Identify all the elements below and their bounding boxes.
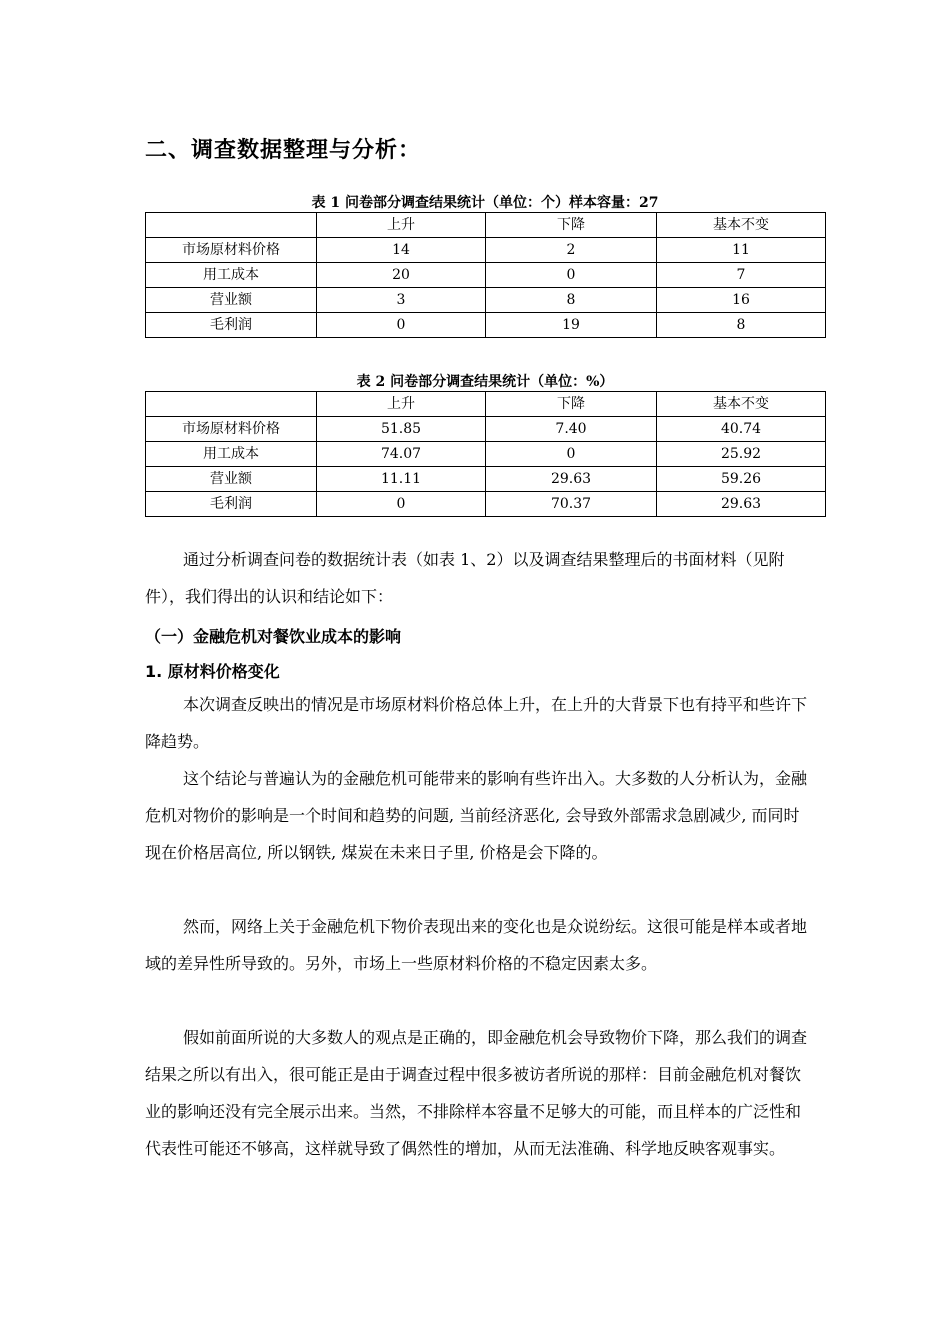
- table-header-cell: 下降: [486, 213, 657, 238]
- table-header-cell: [146, 213, 317, 238]
- table-cell: 用工成本: [146, 263, 317, 288]
- table-header-row: [146, 392, 826, 417]
- table-row: [146, 442, 826, 467]
- table-cell: 29.63: [486, 467, 657, 492]
- table-cell: 0: [317, 313, 486, 338]
- table-cell: 市场原材料价格: [146, 417, 317, 442]
- table-cell: 11.11: [317, 467, 486, 492]
- paragraph: 本次调查反映出的情况是市场原材料价格总体上升，在上升的大背景下也有持平和些许下降趋势。: [145, 695, 808, 751]
- table-header-cell: 基本不变: [657, 392, 826, 417]
- table-header-cell: 上升: [317, 213, 486, 238]
- table-cell: 29.63: [657, 492, 826, 517]
- table-cell: 74.07: [317, 442, 486, 467]
- table-cell: 0: [317, 492, 486, 517]
- paragraph: 然而，网络上关于金融危机下物价表现出来的变化也是众说纷纭。这很可能是样本或者地域的差异性所导致的。另外，市场上一些原材料价格的不稳定因素太多。: [145, 917, 808, 973]
- table-cell: 市场原材料价格: [146, 238, 317, 263]
- table-header-row: [146, 213, 826, 238]
- table-cell: 8: [657, 313, 826, 338]
- table1: [145, 212, 826, 338]
- table-header-cell: 下降: [486, 392, 657, 417]
- table-cell: 70.37: [486, 492, 657, 517]
- table-cell: 19: [486, 313, 657, 338]
- table-header-cell: 上升: [317, 392, 486, 417]
- table2-caption: 表 2 问卷部分调查结果统计（单位：%）: [356, 374, 614, 390]
- table1-caption: 表 1 问卷部分调查结果统计（单位：个）样本容量：27: [311, 195, 659, 211]
- table-cell: 营业额: [146, 467, 317, 492]
- table-cell: 毛利润: [146, 313, 317, 338]
- table-cell: 51.85: [317, 417, 486, 442]
- table-cell: 8: [486, 288, 657, 313]
- table-row: [146, 492, 826, 517]
- table-row: [146, 238, 826, 263]
- table-cell: 0: [486, 442, 657, 467]
- table-cell: 营业额: [146, 288, 317, 313]
- section-title: 二、调查数据整理与分析：: [145, 138, 422, 163]
- subsection-title: （一）金融危机对餐饮业成本的影响: [145, 627, 402, 646]
- intro-paragraph: 通过分析调查问卷的数据统计表（如表 1、2）以及调查结果整理后的书面材料（见附件），我们得出的认识和结论如下：: [145, 550, 785, 606]
- table-header-cell: 基本不变: [657, 213, 826, 238]
- table-header-cell: [146, 392, 317, 417]
- table-row: [146, 263, 826, 288]
- table-cell: 毛利润: [146, 492, 317, 517]
- table-cell: 2: [486, 238, 657, 263]
- table2: [145, 391, 826, 517]
- table-cell: 7: [657, 263, 826, 288]
- table-row: [146, 467, 826, 492]
- table-cell: 59.26: [657, 467, 826, 492]
- table-row: [146, 417, 826, 442]
- table-cell: 7.40: [486, 417, 657, 442]
- table-cell: 25.92: [657, 442, 826, 467]
- table-cell: 14: [317, 238, 486, 263]
- paragraph: 这个结论与普遍认为的金融危机可能带来的影响有些许出入。大多数的人分析认为，金融危机对物价的影响是一个时间和趋势的问题, 当前经济恶化, 会导致外部需求急剧减少, 而同时现在价格居高位, 所以钢铁, 煤炭在未来日子里, 价格是会下降的。: [145, 769, 808, 862]
- table-cell: 用工成本: [146, 442, 317, 467]
- paragraph: 假如前面所说的大多数人的观点是正确的，即金融危机会导致物价下降，那么我们的调查结果之所以有出入，很可能正是由于调查过程中很多被访者所说的那样：目前金融危机对餐饮业的影响还没有完全展示出来。当然，不排除样本容量不足够大的可能，而且样本的广泛性和代表性可能还不够高，这样就导致了偶然性的增加，从而无法准确、科学地反映客观事实。: [145, 1028, 808, 1158]
- table-row: [146, 313, 826, 338]
- table-cell: 16: [657, 288, 826, 313]
- table-cell: 0: [486, 263, 657, 288]
- table-row: [146, 288, 826, 313]
- table-cell: 20: [317, 263, 486, 288]
- table-cell: 3: [317, 288, 486, 313]
- table-cell: 40.74: [657, 417, 826, 442]
- table-cell: 11: [657, 238, 826, 263]
- subsubsection-title: 1. 原材料价格变化: [145, 662, 280, 681]
